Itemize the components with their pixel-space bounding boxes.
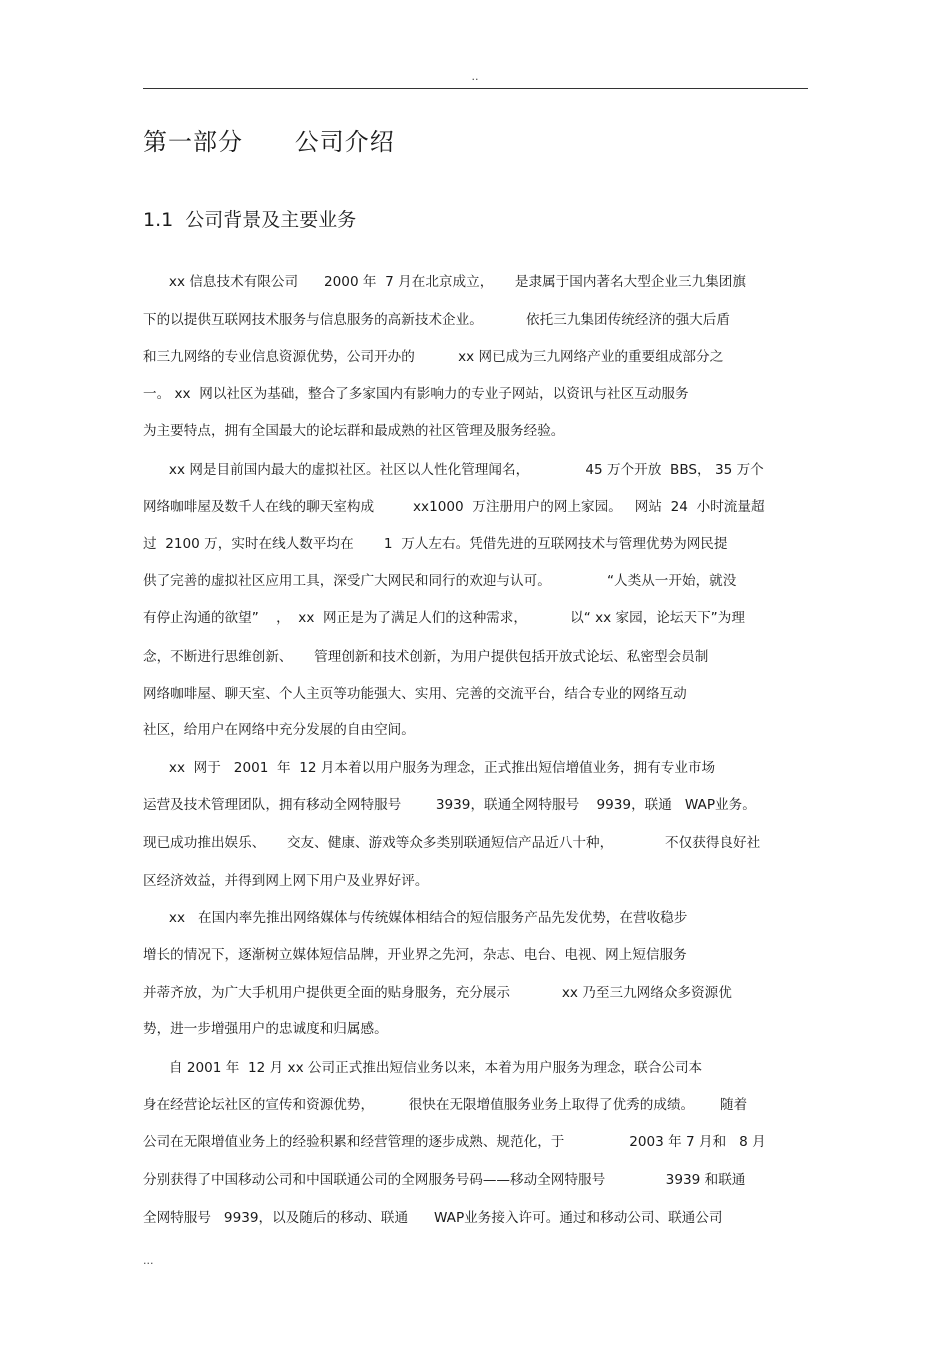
text-line: 并蒂齐放，为广大手机用户提供更全面的贴身服务，充分展示 xx 乃至三九网络众多资源优 [143, 985, 732, 1001]
text-line: xx 网是目前国内最大的虚拟社区。社区以人性化管理闻名， 45 万个开放 BBS， 35 万个 [143, 462, 764, 478]
text-line: 和三九网络的专业信息资源优势，公司开办的 xx 网已成为三九网络产业的重要组成部分之 [143, 349, 724, 365]
section-title: 1.1 公司背景及主要业务 [143, 209, 357, 231]
chapter-title: 第一部分 公司介绍 [143, 128, 395, 156]
text-line: xx 在国内率先推出网络媒体与传统媒体相结合的短信服务产品先发优势，在营收稳步 [143, 910, 688, 926]
text-line: 网络咖啡屋、聊天室、个人主页等功能强大、实用、完善的交流平台，结合专业的网络互动 [143, 686, 687, 702]
text-line: 社区，给用户在网络中充分发展的自由空间。 [143, 722, 415, 738]
text-line: 网络咖啡屋及数千人在线的聊天室构成 xx1000 万注册用户的网上家园。 网站 24 小时流量超 [143, 499, 765, 515]
text-line: 念，不断进行思维创新、 管理创新和技术创新，为用户提供包括开放式论坛、私密型会员制 [143, 649, 709, 665]
text-line: 身在经营论坛社区的宣传和资源优势， 很快在无限增值服务业务上取得了优秀的成绩。 随着 [143, 1097, 748, 1113]
header-rule [143, 88, 808, 89]
text-line: 现已成功推出娱乐、 交友、健康、游戏等众多类别联通短信产品近八十种， 不仅获得良好社 [143, 835, 761, 851]
text-line: 过 2100 万，实时在线人数平均在 1 万人左右。凭借先进的互联网技术与管理优势为网民提 [143, 536, 728, 552]
text-line: 区经济效益，并得到网上网下用户及业界好评。 [143, 873, 429, 889]
text-line: 增长的情况下，逐渐树立媒体短信品牌，开业界之先河，杂志、电台、电视、网上短信服务 [143, 947, 687, 963]
page-footer-mark: ... [143, 1254, 154, 1267]
text-line: 为主要特点，拥有全国最大的论坛群和最成熟的社区管理及服务经验。 [143, 423, 565, 439]
text-line: 势，进一步增强用户的忠诚度和归属感。 [143, 1021, 388, 1037]
text-line: 全网特服号 9939，以及随后的移动、联通 WAP业务接入许可。通过和移动公司、联通公司 [143, 1210, 723, 1226]
text-line: 有停止沟通的欲望” ， xx 网正是为了满足人们的这种需求， 以“ xx 家园，论坛天下”为理 [143, 610, 745, 626]
text-line: 自 2001 年 12 月 xx 公司正式推出短信业务以来，本着为用户服务为理念，联合公司本 [143, 1060, 703, 1076]
page-header-mark: .. [471, 70, 479, 83]
text-line: 运营及技术管理团队，拥有移动全网特服号 3939，联通全网特服号 9939，联通 WAP业务。 [143, 797, 756, 813]
text-line: xx 网于 2001 年 12 月本着以用户服务为理念，正式推出短信增值业务，拥有专业市场 [143, 760, 716, 776]
text-line: 公司在无限增值业务上的经验积累和经营管理的逐步成熟、规范化，于 2003 年 7 月和 8 月 [143, 1134, 766, 1150]
text-line: 供了完善的虚拟社区应用工具，深受广大网民和同行的欢迎与认可。 “人类从一开始，就没 [143, 573, 737, 589]
text-line: 分别获得了中国移动公司和中国联通公司的全网服务号码——移动全网特服号 3939 和联通 [143, 1172, 746, 1188]
text-line: 下的以提供互联网技术服务与信息服务的高新技术企业。 依托三九集团传统经济的强大后盾 [143, 312, 730, 328]
text-line: 一。 xx 网以社区为基础，整合了多家国内有影响力的专业子网站，以资讯与社区互动服务 [143, 386, 689, 402]
text-line: xx 信息技术有限公司 2000 年 7 月在北京成立， 是隶属于国内著名大型企业三九集团旗 [143, 274, 746, 290]
